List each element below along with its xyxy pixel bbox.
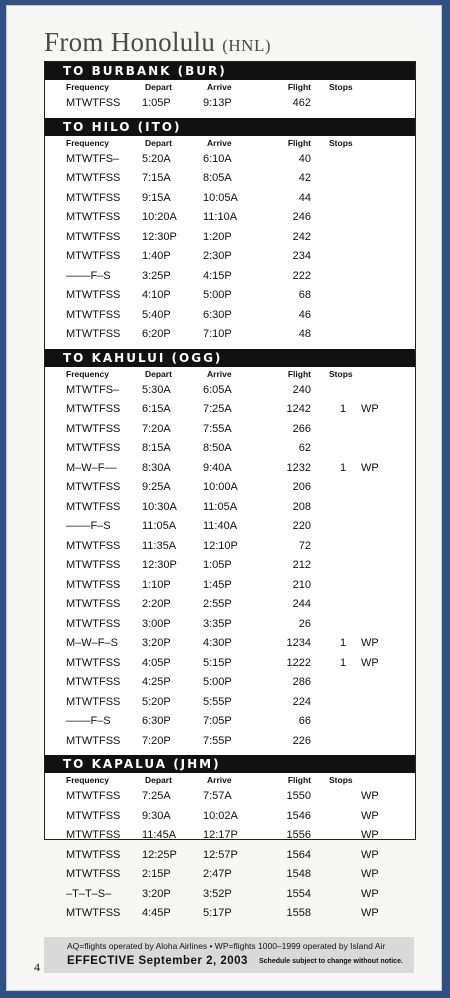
flight-number: 26 — [298, 617, 311, 630]
stops: 1 — [339, 637, 347, 649]
arrive-time: 7:57A — [203, 790, 232, 802]
flight-number: 1558 — [286, 907, 311, 919]
table-row — [45, 208, 415, 228]
depart-time: 3:00P — [142, 617, 171, 630]
flight-number: 266 — [292, 422, 311, 435]
flight-number: 212 — [292, 559, 311, 571]
depart-time: 6:15A — [142, 403, 171, 415]
frequency: MTWTFSS — [66, 598, 121, 610]
arrive-time: 10:00A — [203, 481, 238, 493]
arrive-time: 8:05A — [203, 172, 232, 184]
depart-time: 12:25P — [142, 848, 177, 861]
frequency: MTWTFSS — [66, 539, 121, 552]
column-header-stops: Stops — [329, 368, 353, 379]
column-headers — [45, 367, 415, 381]
arrive-time: 10:05A — [203, 191, 238, 204]
arrive-time: 7:25A — [203, 403, 232, 415]
flight-number: 286 — [292, 676, 311, 688]
flight-number: 206 — [292, 481, 311, 493]
flight-number: 48 — [298, 328, 311, 340]
frequency: MTWTFSS — [66, 695, 121, 708]
arrive-time: 6:10A — [203, 152, 232, 165]
table-row — [45, 247, 415, 267]
depart-time: 9:30A — [142, 809, 171, 822]
stops: 1 — [339, 403, 347, 415]
arrive-time: 7:55A — [203, 422, 232, 435]
depart-time: 9:15A — [142, 191, 171, 204]
depart-time: 3:25P — [142, 269, 171, 282]
flight-number: 242 — [292, 230, 311, 243]
page-title-city: From Honolulu — [44, 27, 216, 57]
arrive-time: 4:30P — [203, 637, 232, 649]
arrive-time: 6:30P — [203, 308, 232, 321]
table-row — [45, 498, 415, 518]
operator-note: WP — [361, 848, 379, 861]
depart-time: 8:30A — [142, 461, 171, 474]
frequency: MTWTFSS — [66, 676, 121, 688]
flight-number: 62 — [298, 442, 311, 454]
table-row — [45, 189, 415, 209]
depart-time: 7:20A — [142, 422, 171, 435]
table-row — [45, 807, 415, 827]
flight-number: 1222 — [286, 656, 311, 669]
arrive-time: 1:45P — [203, 578, 232, 591]
frequency: MTWTFSS — [66, 848, 121, 861]
column-header-arrive: Arrive — [207, 137, 232, 148]
table-row — [45, 556, 415, 576]
column-headers — [45, 773, 415, 787]
arrive-time: 3:35P — [203, 617, 232, 630]
frequency: MTWTFSS — [66, 559, 121, 571]
depart-time: 7:20P — [142, 734, 171, 747]
frequency: MTWTFSS — [66, 734, 121, 747]
frequency: MTWTFSS — [66, 442, 121, 454]
flight-number: 240 — [292, 383, 311, 396]
frequency: MTWTFSS — [66, 97, 121, 109]
flight-number: 66 — [298, 715, 311, 727]
flight-number: 1546 — [286, 809, 311, 822]
depart-time: 11:45A — [142, 829, 177, 841]
frequency: MTWTFSS — [66, 289, 121, 301]
flight-number: 1234 — [286, 637, 311, 649]
frequency: M–W–F–S — [66, 637, 118, 649]
frequency: MTWTFSS — [66, 500, 121, 513]
frequency: MTWTFSS — [66, 250, 121, 262]
arrive-time: 5:15P — [203, 656, 232, 669]
depart-time: 5:20P — [142, 695, 171, 708]
depart-time: 1:40P — [142, 250, 171, 262]
table-row — [45, 325, 415, 345]
depart-time: 2:20P — [142, 598, 171, 610]
table-row — [45, 712, 415, 732]
stops: 1 — [339, 656, 347, 669]
flight-number: 1564 — [286, 848, 311, 861]
arrive-time: 10:02A — [203, 809, 238, 822]
column-header-flight: Flight — [287, 775, 311, 785]
depart-time: 12:30P — [142, 559, 177, 571]
column-header-flight: Flight — [287, 82, 311, 92]
table-row — [45, 400, 415, 420]
table-row — [45, 150, 415, 170]
table-row — [45, 693, 415, 713]
column-header-frequency: Frequency — [66, 368, 109, 379]
operator-note: WP — [361, 790, 379, 802]
flight-number: 1232 — [286, 461, 311, 474]
depart-time: 3:20P — [142, 887, 171, 900]
depart-time: 10:20A — [142, 211, 177, 223]
arrive-time: 12:10P — [203, 539, 238, 552]
flight-number: 1556 — [286, 829, 311, 841]
table-row — [45, 478, 415, 498]
arrive-time: 5:17P — [203, 907, 232, 919]
table-row — [45, 459, 415, 479]
depart-time: 11:05A — [142, 520, 177, 532]
table-row — [45, 228, 415, 248]
flight-number: 1554 — [286, 887, 311, 900]
depart-time: 4:25P — [142, 676, 171, 688]
depart-time: 3:20P — [142, 637, 171, 649]
arrive-time: 7:05P — [203, 715, 232, 727]
arrive-time: 9:13P — [203, 97, 232, 109]
flight-number: 220 — [292, 520, 311, 532]
flight-number: 42 — [298, 172, 311, 184]
depart-time: 6:30P — [142, 715, 171, 727]
disclaimer: Schedule subject to change without notice. — [259, 958, 403, 965]
arrive-time: 1:20P — [203, 230, 232, 243]
arrive-time: 9:40A — [203, 461, 232, 474]
table-row — [45, 654, 415, 674]
depart-time: 4:05P — [142, 656, 171, 669]
arrive-time: 12:17P — [203, 829, 238, 841]
column-header-depart: Depart — [145, 82, 172, 92]
depart-time: 12:30P — [142, 230, 177, 243]
flight-number: 210 — [292, 578, 311, 591]
frequency: MTWTFSS — [66, 809, 121, 822]
table-row — [45, 885, 415, 905]
column-header-frequency: Frequency — [66, 82, 109, 92]
frequency: MTWTFS– — [66, 383, 120, 396]
flight-number: 44 — [298, 191, 311, 204]
page-title-code: (HNL) — [222, 36, 271, 55]
frequency: MTWTFSS — [66, 578, 121, 591]
column-header-arrive: Arrive — [207, 82, 232, 92]
table-row — [45, 439, 415, 459]
column-header-depart: Depart — [145, 775, 172, 785]
table-row — [45, 517, 415, 537]
arrive-time: 7:55P — [203, 734, 232, 747]
arrive-time: 3:52P — [203, 887, 232, 900]
arrive-time: 11:10A — [203, 211, 238, 223]
table-row — [45, 267, 415, 287]
flight-number: 1242 — [286, 403, 311, 415]
operator-note: WP — [361, 656, 379, 669]
depart-time: 1:05P — [142, 97, 171, 109]
operator-notes: AQ=flights operated by Aloha Airlines • WP=flights 1000–1999 operated by Island Air — [67, 941, 386, 951]
flight-number: 1550 — [286, 790, 311, 802]
arrive-time: 8:50A — [203, 442, 232, 454]
footer-box — [44, 937, 414, 973]
frequency: ––––F–S — [66, 715, 111, 727]
timetable-page — [6, 5, 442, 991]
flight-number: 234 — [292, 250, 311, 262]
flight-number: 224 — [292, 695, 311, 708]
schedule-table — [44, 61, 416, 919]
flight-number: 244 — [292, 598, 311, 610]
frequency: MTWTFSS — [66, 656, 121, 669]
operator-note: WP — [361, 829, 379, 841]
depart-time: 5:20A — [142, 152, 171, 165]
depart-time: 9:25A — [142, 481, 171, 493]
table-row — [45, 732, 415, 752]
frequency: MTWTFSS — [66, 617, 121, 630]
stops: 1 — [339, 461, 347, 474]
arrive-time: 5:00P — [203, 289, 232, 301]
page-number: 4 — [34, 960, 40, 974]
table-row — [45, 537, 415, 557]
column-header-stops: Stops — [329, 82, 353, 92]
frequency: –T–T–S– — [66, 887, 112, 900]
section-header: TO KAHULUI (OGG) — [45, 349, 415, 367]
arrive-time: 11:40A — [203, 520, 238, 532]
arrive-time: 5:00P — [203, 676, 232, 688]
frequency: MTWTFSS — [66, 829, 121, 841]
table-row — [45, 846, 415, 866]
operator-note: WP — [361, 461, 379, 474]
depart-time: 7:25A — [142, 790, 171, 802]
frequency: MTWTFSS — [66, 328, 121, 340]
flight-number: 462 — [292, 97, 311, 109]
table-row — [45, 673, 415, 693]
depart-time: 6:20P — [142, 328, 171, 340]
table-row — [45, 865, 415, 885]
depart-time: 4:10P — [142, 289, 171, 301]
table-row — [45, 169, 415, 189]
frequency: MTWTFSS — [66, 907, 121, 919]
table-row — [45, 420, 415, 440]
section-header: TO HILO (ITO) — [45, 118, 415, 136]
depart-time: 8:15A — [142, 442, 171, 454]
operator-note: WP — [361, 907, 379, 919]
frequency: MTWTFSS — [66, 230, 121, 243]
flight-number: 40 — [298, 152, 311, 165]
depart-time: 4:45P — [142, 907, 171, 919]
depart-time: 11:35A — [142, 539, 177, 552]
section-header: TO KAPALUA (JHM) — [45, 755, 415, 773]
depart-time: 1:10P — [142, 578, 171, 591]
depart-time: 10:30A — [142, 500, 177, 513]
flight-number: 246 — [292, 211, 311, 223]
arrive-time: 12:57P — [203, 848, 238, 861]
flight-number: 72 — [298, 539, 311, 552]
depart-time: 5:30A — [142, 383, 171, 396]
column-header-frequency: Frequency — [66, 775, 109, 785]
table-row — [45, 904, 415, 924]
column-header-flight: Flight — [287, 137, 311, 148]
table-row — [45, 94, 415, 114]
frequency: MTWTFSS — [66, 868, 121, 880]
table-row — [45, 615, 415, 635]
column-header-arrive: Arrive — [207, 368, 232, 379]
flight-number: 1548 — [286, 868, 311, 880]
operator-note: WP — [361, 637, 379, 649]
frequency: MTWTFSS — [66, 211, 121, 223]
effective-date: EFFECTIVE September 2, 2003 — [67, 955, 248, 967]
depart-time: 5:40P — [142, 308, 171, 321]
arrive-time: 4:15P — [203, 269, 232, 282]
arrive-time: 5:55P — [203, 695, 232, 708]
operator-note: WP — [361, 887, 379, 900]
frequency: MTWTFSS — [66, 403, 121, 415]
table-row — [45, 595, 415, 615]
arrive-time: 1:05P — [203, 559, 232, 571]
column-headers — [45, 136, 415, 150]
depart-time: 7:15A — [142, 172, 171, 184]
column-headers — [45, 80, 415, 94]
frequency: MTWTFSS — [66, 308, 121, 321]
frequency: MTWTFSS — [66, 172, 121, 184]
table-row — [45, 381, 415, 401]
table-row — [45, 826, 415, 846]
arrive-time: 2:47P — [203, 868, 232, 880]
flight-number: 46 — [298, 308, 311, 321]
frequency: MTWTFSS — [66, 790, 121, 802]
arrive-time: 6:05A — [203, 383, 232, 396]
table-row — [45, 286, 415, 306]
flight-number: 226 — [292, 734, 311, 747]
arrive-time: 2:30P — [203, 250, 232, 262]
frequency: ––––F–S — [66, 269, 111, 282]
frequency: MTWTFSS — [66, 422, 121, 435]
flight-number: 208 — [292, 500, 311, 513]
operator-note: WP — [361, 868, 379, 880]
column-header-stops: Stops — [329, 137, 353, 148]
flight-number: 68 — [298, 289, 311, 301]
arrive-time: 7:10P — [203, 328, 232, 340]
operator-note: WP — [361, 403, 379, 415]
table-row — [45, 306, 415, 326]
table-row — [45, 576, 415, 596]
column-header-depart: Depart — [145, 137, 172, 148]
frequency: MTWTFSS — [66, 191, 121, 204]
table-row — [45, 787, 415, 807]
arrive-time: 11:05A — [203, 500, 238, 513]
column-header-flight: Flight — [287, 368, 311, 379]
table-row — [45, 634, 415, 654]
column-header-stops: Stops — [329, 775, 353, 785]
arrive-time: 2:55P — [203, 598, 232, 610]
section-header: TO BURBANK (BUR) — [45, 62, 415, 80]
column-header-arrive: Arrive — [207, 775, 232, 785]
frequency: MTWTFS– — [66, 152, 120, 165]
frequency: MTWTFSS — [66, 481, 121, 493]
column-header-depart: Depart — [145, 368, 172, 379]
flight-number: 222 — [292, 269, 311, 282]
frequency: M–W–F–– — [66, 461, 117, 474]
frequency: ––––F–S — [66, 520, 111, 532]
depart-time: 2:15P — [142, 868, 171, 880]
page-title — [44, 27, 271, 58]
operator-note: WP — [361, 809, 379, 822]
column-header-frequency: Frequency — [66, 137, 109, 148]
